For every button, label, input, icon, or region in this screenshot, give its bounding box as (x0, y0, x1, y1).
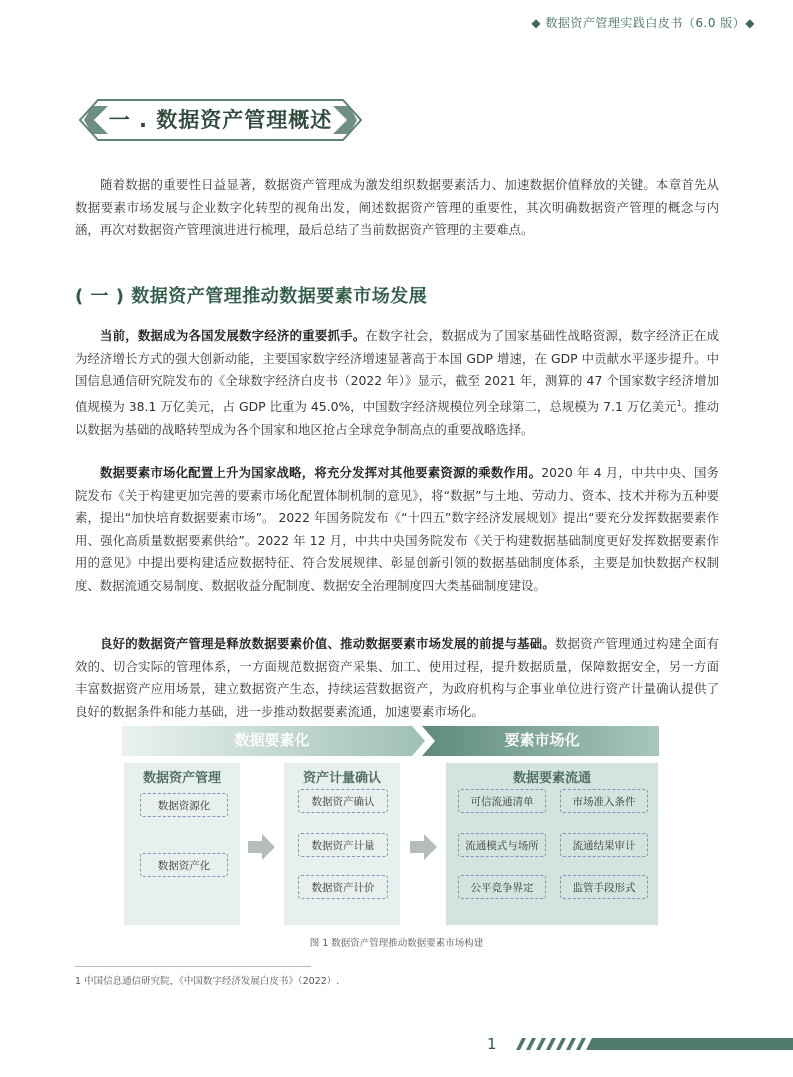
footnote: 1 中国信息通信研究院，《中国数字经济发展白皮书》（2022）. (75, 976, 340, 987)
panel-data-element-circulation (446, 763, 658, 925)
box-asset-pricing: 数据资产计价 (298, 875, 388, 899)
paragraph-2-body: 2020 年 4 月，中共中央、国务院发布《关于构建更加完善的要素市场化配置体制机制的意见》，将“数据”与土地、劳动力、资本、技术并称为五种要素，提出“加快培育数据要素市场”。 2022 年国务院发布《“十四五”数字经济发展规划》提出“要充分发挥数据要素作用、强化高质量数据要素供给”。2022 年 12 月，中共中央国务院发布《关于构建数据基础制度更好发挥数据要素作用的意见》中提出要构建适应数据特征、符合发展规律、彰显创新引领的数据基础制度体系，主要是加快数据产权制度、数据流通交易制度、数据收益分配制度、数据安全治理制度四大类基础制度建设。 (75, 465, 720, 593)
box-circulation-mode: 流通模式与场所 (458, 833, 546, 857)
paragraph-1-lead: 当前，数据成为各国发展数字经济的重要抓手。 (100, 328, 366, 343)
box-asset-recognition: 数据资产确认 (298, 789, 388, 813)
panel-1-title: 数据资产管理 (142, 771, 221, 786)
box-asset-measurement: 数据资产计量 (298, 833, 388, 857)
figure-1 (122, 725, 662, 928)
paragraph-2-lead: 数据要素市场化配置上升为国家战略，将充分发挥对其他要素资源的乘数作用。 (100, 465, 542, 480)
page-number: 1 (487, 1035, 497, 1053)
footer-stripe-decoration (510, 1036, 793, 1052)
intro-paragraph: 随着数据的重要性日益显著，数据资产管理成为激发组织数据要素活力、加速数据价值释放的关键。本章首先从数据要素市场发展与企业数字化转型的视角出发，阐述数据资产管理的重要性，其次明确数据资产管理的概念与内涵，再次对数据资产管理演进进行梳理，最后总结了当前数据资产管理的主要难点。 (75, 177, 719, 238)
paragraph-3-lead: 良好的数据资产管理是释放数据要素价值、推动数据要素市场发展的前提与基础。 (100, 636, 555, 651)
chapter-title: 一 . 数据资产管理概述 (108, 108, 333, 132)
arrow-right-icon (410, 833, 438, 861)
running-title: ◆ 数据资产管理实践白皮书（6.0 版）◆ (531, 16, 755, 30)
box-market-access: 市场准入条件 (560, 789, 648, 813)
paragraph-1 (75, 325, 719, 441)
band-label-right: 要素市场化 (504, 731, 580, 749)
panel-3-title: 数据要素流通 (512, 771, 591, 786)
band-label-left: 数据要素化 (234, 731, 310, 749)
footnote-divider (75, 966, 311, 967)
arrow-right-icon (248, 833, 276, 861)
footnote-ref[interactable]: 1 (676, 398, 682, 408)
paragraph-3 (75, 633, 719, 723)
box-circulation-audit: 流通结果审计 (560, 833, 648, 857)
paragraph-3-body: 数据资产管理通过构建全面有效的、切合实际的管理体系，一方面规范数据资产采集、加工、使用过程，提升数据质量，保障数据安全，另一方面丰富数据资产应用场景，建立数据资产生态，持续运营数据资产，为政府机构与企事业单位进行资产计量确认提供了良好的数据条件和能力基础，进一步推动数据要素流通，加速要素市场化。 (75, 636, 720, 719)
section-title: ( 一 ) 数据资产管理推动数据要素市场发展 (75, 286, 428, 307)
chapter-banner (78, 98, 363, 142)
panel-asset-measurement (284, 763, 400, 925)
box-data-assetization: 数据资产化 (140, 853, 228, 877)
figure-caption: 图 1 数据资产管理推动数据要素市场构建 (309, 938, 484, 949)
box-trusted-circulation-list: 可信流通清单 (458, 789, 546, 813)
panel-2-title: 资产计量确认 (302, 771, 381, 786)
box-supervision-means: 监管手段形式 (560, 875, 648, 899)
paragraph-1-body: 在数字社会，数据成为了国家基础性战略资源，数字经济正在成为经济增长方式的强大创新动能，主要国家数字经济增速显著高于本国 GDP 增速，在 GDP 中贡献水平逐步提升。中国信息通信研究院发布的《全球数字经济白皮书（2022 年）》显示，截至 2021 年，测算的 47 个国家数字经济增加值规模为 38.1 万亿美元，占 GDP 比重为 45.0%，中国数字经济规模位列全球第二，总规模为 7.1 万亿美元 (75, 328, 720, 414)
box-data-resourcing: 数据资源化 (140, 793, 228, 817)
paragraph-1-tail: 。推动以数据为基础的战略转型成为各个国家和地区抢占全球竞争制高点的重要战略选择。 (75, 398, 720, 437)
box-fair-competition: 公平竞争界定 (458, 875, 546, 899)
panel-data-asset-management (124, 763, 240, 925)
paragraph-2 (75, 462, 719, 598)
